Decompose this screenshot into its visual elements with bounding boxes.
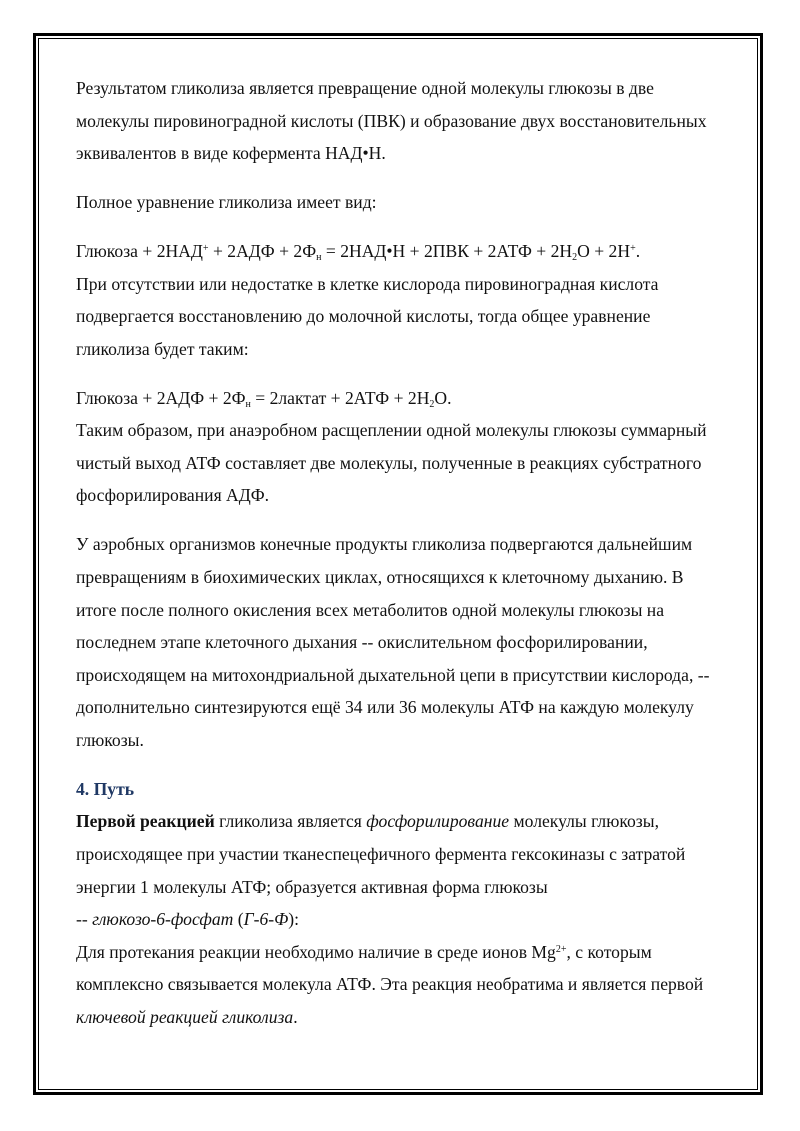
equation-full-glycolysis: Глюкоза + $2НАД^+ + 2АДФ + 2Ф_н$ = 2НАД•Н + $2ПВК + 2АТФ + 2Н_2О + 2Н^+$. — [76, 240, 641, 263]
paragraph-mg-ions: Для протекания реакции необходимо наличие в среде ионов $Mg^{2+}$, с которым комплексно связывается молекула АТФ. Эта реакция необратима и является первой ключевой реакцией гликолиза. — [76, 941, 704, 1027]
section-heading: 4. Путь — [76, 778, 135, 799]
document-body — [76, 72, 726, 1034]
paragraph-anaerobic-yield: Таким образом, при анаэробном расщеплении одной молекулы глюкозы суммарный чистый выход АТФ составляет две молекулы, полученные в реакциях субстратного фосфорилирования АДФ. — [76, 420, 707, 506]
paragraph-full-equation-intro: Полное уравнение гликолиза имеет вид: — [76, 192, 377, 213]
paragraph-aerobic: У аэробных организмов конечные продукты гликолиза подвергаются дальнейшим превращениям в биохимических циклах, относящихся к клеточному дыханию. В итоге после полного окисления всех метаболитов одной молекулы глюкозы на последнем этапе клеточного дыхания -- окислительном фосфорилировании, происходящем на митохондриальной дыхательной цепи в присутствии кислорода, -- дополнительно синтезируются ещё 34 или 36 молекулы АТФ на каждую молекулу глюкозы. — [76, 534, 710, 750]
paragraph-first-reaction: Первой реакцией гликолиза является фосфорилирование молекулы глюкозы, происходящее при участии тканеспецефичного фермента гексокиназы с затратой энергии 1 молекулы АТФ; образуется активная форма глюкозы -- глюкозо-6-фосфат (Г-6-Ф): — [76, 811, 686, 930]
equation-anaerobic-glycolysis: Глюкоза + $2АДФ + 2Ф_н$ = 2лактат + $2АТФ + 2Н_2О$. — [76, 387, 452, 410]
paragraph-anaerobic-intro: При отсутствии или недостатке в клетке кислорода пировиноградная кислота подвергается восстановлению до молочной кислоты, тогда общее уравнение гликолиза будет таким: — [76, 273, 659, 359]
paragraph-glycolysis-result: Результатом гликолиза является превращение одной молекулы глюкозы в две молекулы пировиноградной кислоты (ПВК) и образование двух восстановительных эквивалентов в виде кофермента НАД•Н. — [76, 78, 707, 164]
